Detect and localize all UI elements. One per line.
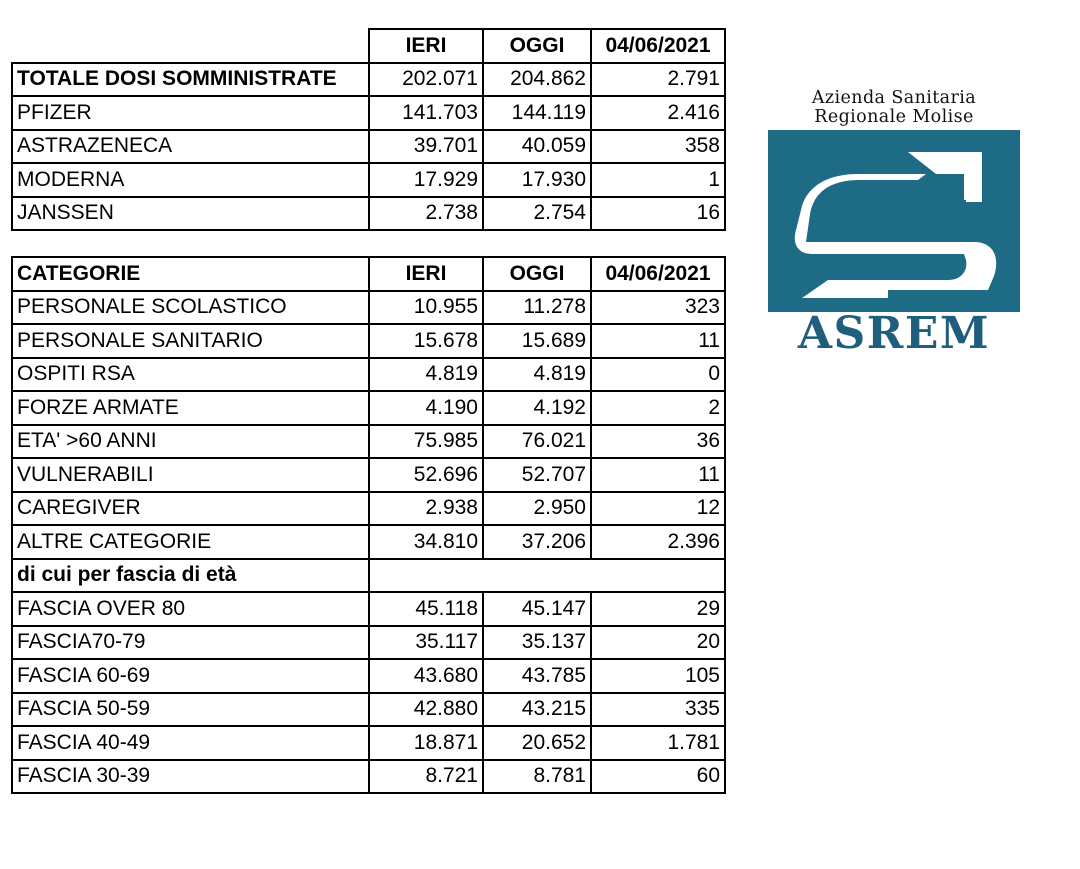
cell-ieri: 10.955: [369, 291, 483, 325]
cell-ieri: 202.071: [369, 63, 483, 97]
row-label: ETA' >60 ANNI: [12, 425, 369, 459]
header-categorie: CATEGORIE: [12, 257, 369, 291]
cell-oggi: 204.862: [483, 63, 591, 97]
row-label: ASTRAZENECA: [12, 130, 369, 164]
logo-emblem: [768, 130, 1020, 312]
cell-oggi: 52.707: [483, 458, 591, 492]
cell-oggi: 43.785: [483, 659, 591, 693]
cell-ieri: 4.819: [369, 358, 483, 392]
cell-delta: 36: [591, 425, 725, 459]
cell-oggi: 4.819: [483, 358, 591, 392]
table-row: [12, 96, 725, 130]
logo-text-line2: Regionale Molise: [814, 107, 974, 127]
cell-oggi: 35.137: [483, 626, 591, 660]
cell-delta: 1.781: [591, 726, 725, 760]
cell-delta: 358: [591, 130, 725, 164]
cell-ieri: 18.871: [369, 726, 483, 760]
age-subheader-row: [12, 559, 725, 593]
header-ieri: IERI: [369, 29, 483, 63]
age-subheader: di cui per fascia di età: [12, 559, 369, 593]
row-label: JANSSEN: [12, 197, 369, 231]
table-row: [12, 63, 725, 97]
cell-oggi: 45.147: [483, 592, 591, 626]
row-label: OSPITI RSA: [12, 358, 369, 392]
asrem-logo: [766, 88, 1022, 358]
table-row: [12, 358, 725, 392]
table-row: [12, 163, 725, 197]
cell-ieri: 52.696: [369, 458, 483, 492]
table-row: [12, 492, 725, 526]
cell-ieri: 141.703: [369, 96, 483, 130]
row-label: VULNERABILI: [12, 458, 369, 492]
row-label: CAREGIVER: [12, 492, 369, 526]
cell-ieri: 45.118: [369, 592, 483, 626]
cell-delta: 16: [591, 197, 725, 231]
row-label: FASCIA 60-69: [12, 659, 369, 693]
logo-wordmark: ASREM: [797, 308, 991, 359]
cell-delta: 11: [591, 458, 725, 492]
cell-oggi: 40.059: [483, 130, 591, 164]
cell-oggi: 37.206: [483, 525, 591, 559]
cell-delta: 12: [591, 492, 725, 526]
row-label: FASCIA OVER 80: [12, 592, 369, 626]
header-date: 04/06/2021: [591, 257, 725, 291]
row-label: FASCIA 30-39: [12, 760, 369, 794]
table-row: [12, 659, 725, 693]
cell-oggi: 4.192: [483, 391, 591, 425]
cell-delta: 323: [591, 291, 725, 325]
logo-text-line1: Azienda Sanitaria: [811, 88, 977, 108]
cell-ieri: 42.880: [369, 693, 483, 727]
header-date: 04/06/2021: [591, 29, 725, 63]
table-row: [12, 130, 725, 164]
cell-ieri: 75.985: [369, 425, 483, 459]
cell-ieri: 43.680: [369, 659, 483, 693]
header-ieri: IERI: [369, 257, 483, 291]
header-oggi: OGGI: [483, 257, 591, 291]
subheader-empty-cell: [369, 559, 725, 593]
cell-delta: 2.791: [591, 63, 725, 97]
row-label: FASCIA 40-49: [12, 726, 369, 760]
categories-table: [11, 256, 726, 794]
header-oggi: OGGI: [483, 29, 591, 63]
row-label: ALTRE CATEGORIE: [12, 525, 369, 559]
cell-ieri: 15.678: [369, 324, 483, 358]
cell-delta: 335: [591, 693, 725, 727]
cell-ieri: 34.810: [369, 525, 483, 559]
table-row: [12, 324, 725, 358]
table-row: [12, 425, 725, 459]
cell-oggi: 20.652: [483, 726, 591, 760]
cell-oggi: 144.119: [483, 96, 591, 130]
table-row: [12, 693, 725, 727]
cell-delta: 1: [591, 163, 725, 197]
cell-delta: 105: [591, 659, 725, 693]
row-label: TOTALE DOSI SOMMINISTRATE: [12, 63, 369, 97]
cell-oggi: 8.781: [483, 760, 591, 794]
cell-oggi: 11.278: [483, 291, 591, 325]
row-label: PERSONALE SANITARIO: [12, 324, 369, 358]
cell-delta: 29: [591, 592, 725, 626]
table-row: [12, 726, 725, 760]
table-row: [12, 458, 725, 492]
cell-delta: 0: [591, 358, 725, 392]
cell-delta: 2: [591, 391, 725, 425]
row-label: FASCIA70-79: [12, 626, 369, 660]
cell-ieri: 17.929: [369, 163, 483, 197]
cell-delta: 11: [591, 324, 725, 358]
table-row: [12, 760, 725, 794]
table-row: [12, 626, 725, 660]
cell-oggi: 2.950: [483, 492, 591, 526]
table-row: [12, 197, 725, 231]
doses-header-row: [12, 29, 725, 63]
cell-oggi: 76.021: [483, 425, 591, 459]
cell-delta: 2.416: [591, 96, 725, 130]
cell-oggi: 43.215: [483, 693, 591, 727]
logo-s-mark-icon: [768, 130, 1020, 312]
cell-delta: 20: [591, 626, 725, 660]
table-row: [12, 592, 725, 626]
header-blank-cell: [12, 29, 369, 63]
cell-ieri: 35.117: [369, 626, 483, 660]
table-row: [12, 525, 725, 559]
row-label: PERSONALE SCOLASTICO: [12, 291, 369, 325]
cell-ieri: 39.701: [369, 130, 483, 164]
cell-oggi: 17.930: [483, 163, 591, 197]
row-label: PFIZER: [12, 96, 369, 130]
cell-ieri: 4.190: [369, 391, 483, 425]
table-row: [12, 291, 725, 325]
row-label: FASCIA 50-59: [12, 693, 369, 727]
categories-header-row: [12, 257, 725, 291]
row-label: FORZE ARMATE: [12, 391, 369, 425]
table-row: [12, 391, 725, 425]
cell-ieri: 2.738: [369, 197, 483, 231]
row-label: MODERNA: [12, 163, 369, 197]
cell-delta: 60: [591, 760, 725, 794]
cell-oggi: 15.689: [483, 324, 591, 358]
doses-table: [11, 28, 726, 231]
cell-delta: 2.396: [591, 525, 725, 559]
cell-ieri: 8.721: [369, 760, 483, 794]
cell-ieri: 2.938: [369, 492, 483, 526]
cell-oggi: 2.754: [483, 197, 591, 231]
